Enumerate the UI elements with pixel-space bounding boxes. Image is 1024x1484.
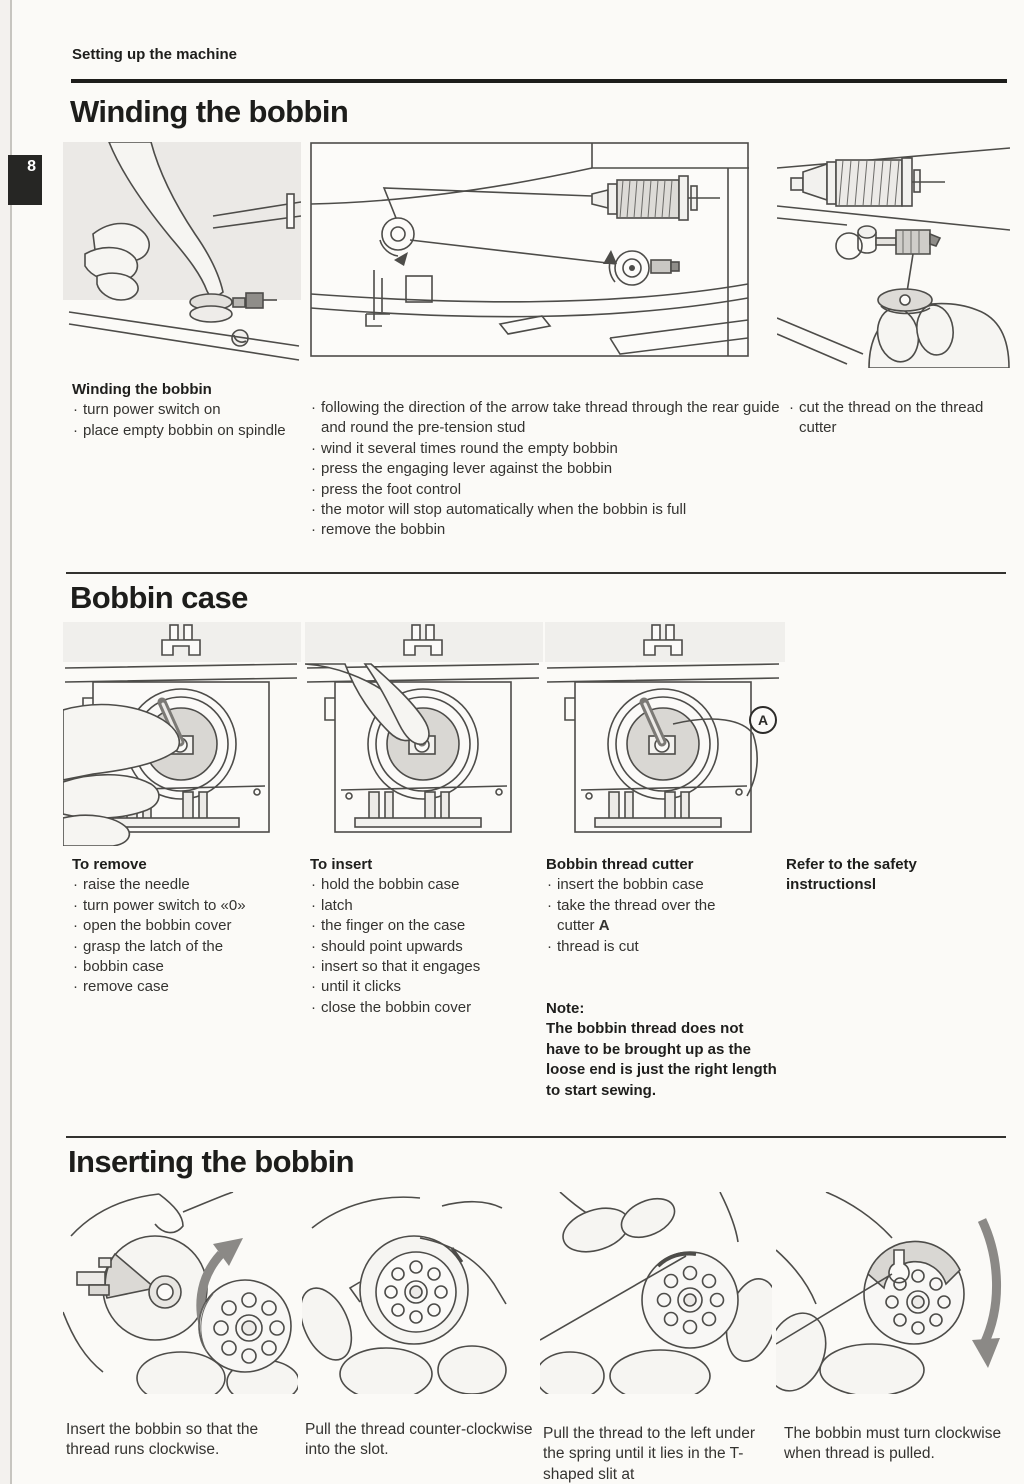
caption-step3: Pull the thread to the left under the spring until it lies in the T-shaped slit at	[543, 1425, 755, 1483]
cutter-label-a: A	[598, 917, 610, 935]
section-title-inserting: Inserting the bobbin	[68, 1144, 354, 1179]
section-title-bobbin-case: Bobbin case	[70, 580, 248, 615]
note-body: The bobbin thread does not have to be brought up as the loose end is just the right length to start sewing.	[546, 1020, 777, 1099]
bullet-item: · cut the thread on the thread cutter	[788, 398, 1008, 439]
bullet-item: · until it clicks	[310, 977, 545, 997]
cutter-line1: take the thread over the	[557, 896, 716, 914]
note-block	[546, 999, 781, 1101]
bullet-item: · open the bobbin cover	[72, 916, 302, 936]
safety-note: Refer to the safety instructionsl	[786, 856, 917, 894]
label-a: A	[757, 712, 769, 728]
bullet-item: · following the direction of the arrow take thread through the rear guide and round the pre-tension stud	[310, 398, 780, 439]
bullet-item	[546, 896, 781, 937]
winding-col1-heading: Winding the bobbin	[72, 381, 212, 398]
page-edge-line	[10, 0, 12, 1484]
page-left-margin	[0, 0, 10, 1484]
bullet-item: · thread is cut	[546, 937, 781, 957]
winding-col1-list	[72, 400, 307, 441]
bullet-item: · grasp the latch of the	[72, 937, 302, 957]
fig-winding-spindle-illustration	[63, 142, 301, 368]
bullet-item: · close the bobbin cover	[310, 998, 545, 1018]
bullet-item: · hold the bobbin case	[310, 875, 545, 895]
caption-step1: Insert the bobbin so that the thread runs clockwise.	[66, 1421, 259, 1459]
cutter-line2: cutter	[557, 917, 599, 935]
cutter-list	[546, 875, 781, 957]
fig-bobbincase-cutter-illustration	[545, 622, 785, 846]
winding-col2-list	[310, 398, 780, 541]
fig-insert-step3-illustration	[540, 1192, 772, 1394]
fig-insert-step4-illustration	[776, 1192, 1010, 1394]
bullet-item: · raise the needle	[72, 875, 302, 895]
bullet-item: · remove case	[72, 977, 302, 997]
winding-col2	[310, 398, 780, 541]
bullet-item: · place empty bobbin on spindle	[72, 421, 307, 441]
remove-col	[72, 855, 302, 998]
remove-heading: To remove	[72, 856, 147, 873]
bullet-item: · remove the bobbin	[310, 520, 780, 540]
insert-list	[310, 875, 545, 1018]
fig-bobbincase-remove-illustration	[63, 622, 301, 846]
remove-list	[72, 875, 302, 997]
bullet-item: · the finger on the case	[310, 916, 545, 936]
bullet-item: · bobbin case	[72, 957, 302, 977]
bullet-item: · the motor will stop automatically when the bobbin is full	[310, 500, 780, 520]
fig-insert-step2-illustration	[302, 1192, 532, 1394]
bullet-item: · press the engaging lever against the bobbin	[310, 459, 780, 479]
fig-bobbincase-insert-illustration	[305, 622, 543, 846]
insert-heading: To insert	[310, 856, 373, 873]
fig-insert-step1-illustration	[63, 1192, 298, 1394]
caption-step4: The bobbin must turn clockwise when thread is pulled.	[784, 1425, 1002, 1463]
section-title-winding: Winding the bobbin	[70, 94, 349, 129]
note-heading: Note:	[546, 999, 585, 1017]
fig-winding-cutter-illustration	[777, 142, 1010, 368]
cutter-heading: Bobbin thread cutter	[546, 856, 694, 873]
bullet-item: · insert so that it engages	[310, 957, 545, 977]
bullet-item: · wind it several times round the empty bobbin	[310, 439, 780, 459]
bullet-item: · should point upwards	[310, 937, 545, 957]
cutter-col	[546, 855, 781, 1101]
header-rule	[71, 79, 1007, 83]
chapter-header: Setting up the machine	[72, 46, 238, 63]
page-number-tab: 8	[8, 155, 42, 205]
bullet-item: · latch	[310, 896, 545, 916]
bullet-item: · insert the bobbin case	[546, 875, 781, 895]
winding-col3	[788, 398, 1008, 439]
section-rule	[66, 1136, 1006, 1138]
bullet-item: · press the foot control	[310, 480, 780, 500]
caption-step2: Pull the thread counter-clockwise into the slot.	[305, 1421, 533, 1459]
fig-winding-threadpath-illustration	[310, 142, 750, 368]
winding-col1	[72, 380, 307, 441]
winding-col3-list	[788, 398, 1008, 439]
bullet-item: · turn power switch to «0»	[72, 896, 302, 916]
insert-col	[310, 855, 545, 1018]
section-rule	[66, 572, 1006, 574]
bullet-item: · turn power switch on	[72, 400, 307, 420]
